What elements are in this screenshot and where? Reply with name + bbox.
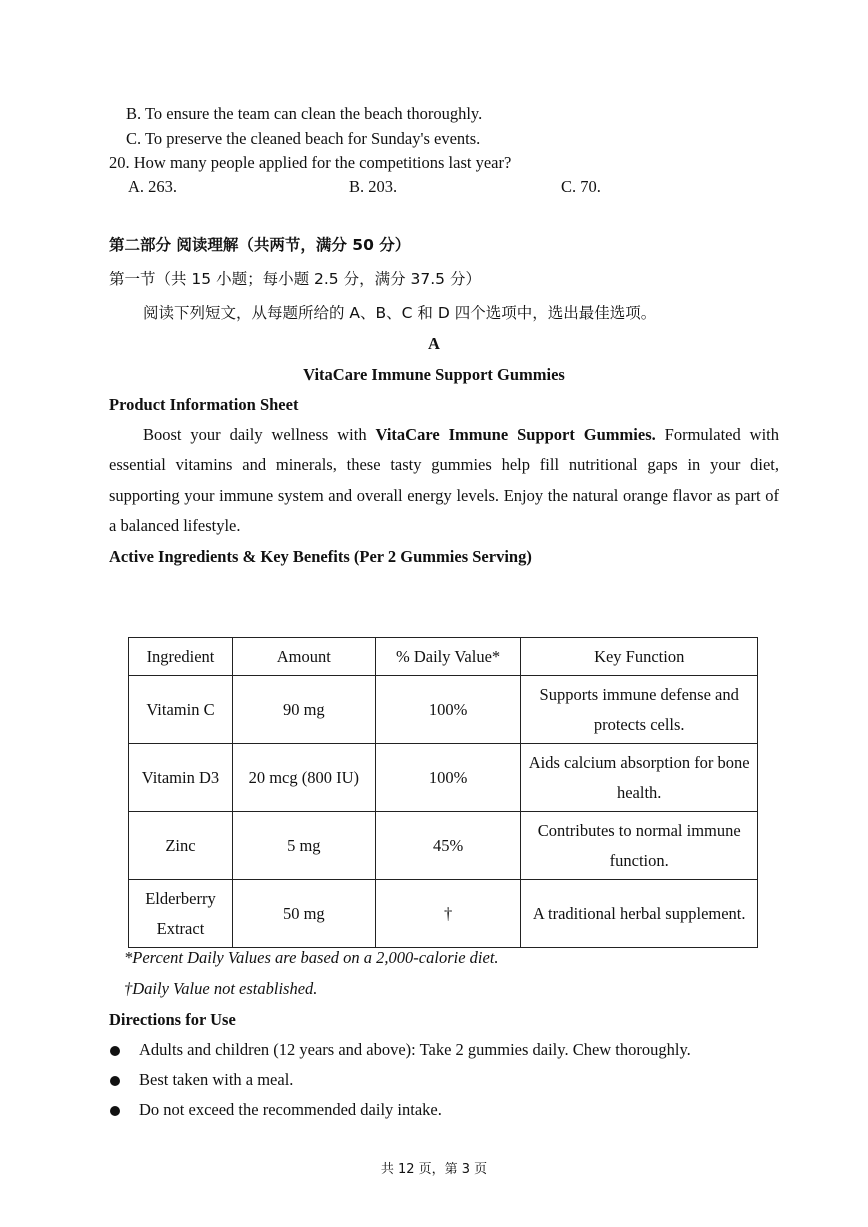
footnote-daily-value: *Percent Daily Values are based on a 2,000-calorie diet. xyxy=(124,948,499,967)
cell-ingredient: Elderberry Extract xyxy=(129,880,233,948)
bullet-dot xyxy=(110,1106,120,1116)
q20-stem: 20. How many people applied for the competitions last year? xyxy=(109,153,512,172)
cell-key-function: Contributes to normal immune function. xyxy=(521,812,758,880)
intro-product-name: VitaCare Immune Support Gummies. xyxy=(375,425,656,444)
bullet-dot xyxy=(110,1076,120,1086)
table-row xyxy=(129,744,758,812)
cell-amount: 5 mg xyxy=(232,812,375,880)
header-key-function: Key Function xyxy=(521,638,758,676)
cell-key-function: Aids calcium absorption for bone health. xyxy=(521,744,758,812)
directions-heading: Directions for Use xyxy=(109,1010,236,1029)
header-ingredient: Ingredient xyxy=(129,638,233,676)
cell-amount: 50 mg xyxy=(232,880,375,948)
intro-text-start: Boost your daily wellness with xyxy=(143,425,376,444)
q19-option-b: B. To ensure the team can clean the beach thoroughly. xyxy=(126,104,483,123)
bullet-dot xyxy=(110,1046,120,1056)
intro-text-end: Formulated with essential vitamins and minerals, these tasty gummies help fill nutritional gaps in your diet, supporting your immune system and overall energy levels. Enjoy the natural orange flavor as part of a balanced lifestyle. xyxy=(109,425,779,535)
cell-daily-value: 100% xyxy=(375,744,521,812)
intro-paragraph xyxy=(109,420,779,541)
table-row xyxy=(129,880,758,948)
table-row xyxy=(129,676,758,744)
page-footer: 共 12 页，第 3 页 xyxy=(380,1162,488,1177)
cell-ingredient: Zinc xyxy=(129,812,233,880)
header-daily-value: % Daily Value* xyxy=(375,638,521,676)
q20-option-b: B. 203. xyxy=(349,177,398,196)
table-row xyxy=(129,812,758,880)
section-heading: 第二部分 阅读理解（共两节，满分 50 分） xyxy=(109,236,411,254)
direction-item: Do not exceed the recommended daily intake. xyxy=(139,1100,442,1119)
cell-daily-value: 100% xyxy=(375,676,521,744)
sheet-heading: Product Information Sheet xyxy=(109,395,299,414)
direction-item: Adults and children (12 years and above): Take 2 gummies daily. Chew thoroughly. xyxy=(139,1040,691,1059)
q19-option-c: C. To preserve the cleaned beach for Sunday's events. xyxy=(126,129,481,148)
cell-daily-value: † xyxy=(375,880,521,948)
passage-title: VitaCare Immune Support Gummies xyxy=(303,365,565,384)
q20-option-a: A. 263. xyxy=(128,177,178,196)
footnote-not-established: †Daily Value not established. xyxy=(124,979,318,998)
direction-item: Best taken with a meal. xyxy=(139,1070,294,1089)
table-heading: Active Ingredients & Key Benefits (Per 2 Gummies Serving) xyxy=(109,547,532,566)
ingredients-table xyxy=(128,637,758,948)
q20-option-c: C. 70. xyxy=(561,177,601,196)
cell-daily-value: 45% xyxy=(375,812,521,880)
subsection-heading: 第一节（共 15 小题；每小题 2.5 分，满分 37.5 分） xyxy=(109,270,481,288)
cell-key-function: A traditional herbal supplement. xyxy=(521,880,758,948)
table-header-row xyxy=(129,638,758,676)
cell-ingredient: Vitamin C xyxy=(129,676,233,744)
cell-amount: 20 mcg (800 IU) xyxy=(232,744,375,812)
header-amount: Amount xyxy=(232,638,375,676)
cell-amount: 90 mg xyxy=(232,676,375,744)
passage-letter: A xyxy=(428,334,440,353)
instructions: 阅读下列短文，从每题所给的 A、B、C 和 D 四个选项中，选出最佳选项。 xyxy=(143,304,657,322)
cell-ingredient: Vitamin D3 xyxy=(129,744,233,812)
cell-key-function: Supports immune defense and protects cells. xyxy=(521,676,758,744)
